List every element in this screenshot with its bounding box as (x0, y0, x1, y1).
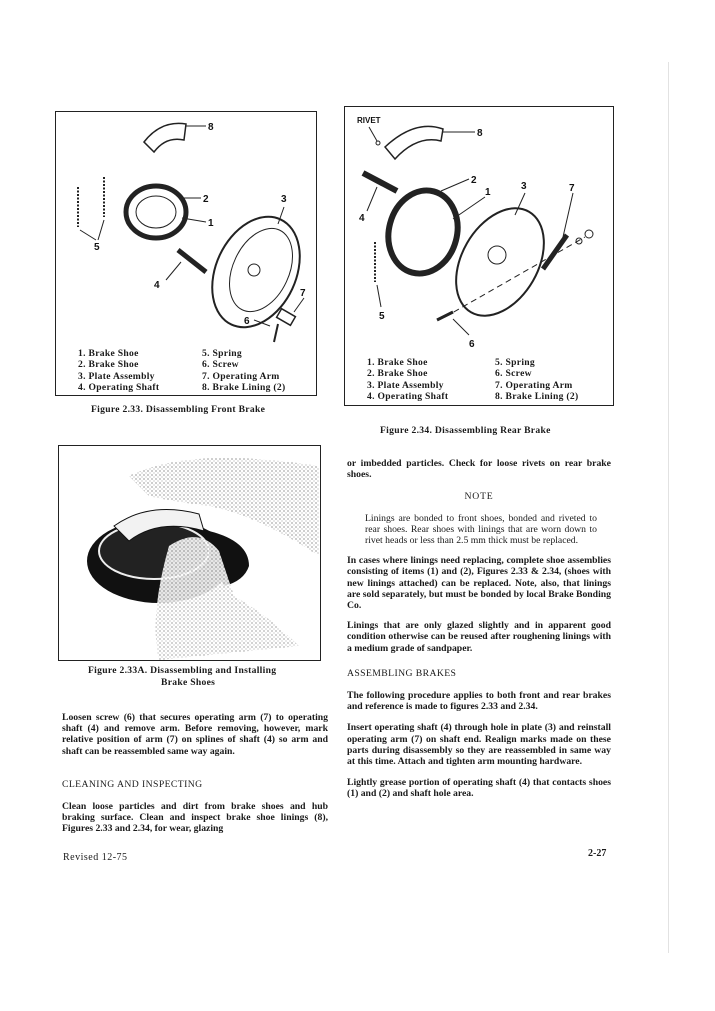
nut-drawing (585, 230, 593, 238)
legend-item: 7. Operating Arm (495, 379, 573, 391)
figure-2-33-caption: Figure 2.33. Disassembling Front Brake (91, 404, 266, 415)
note-title: NOTE (464, 491, 494, 503)
figure-2-33-front-brake (55, 111, 317, 396)
legend-item: 5. Spring (202, 348, 243, 359)
legend-item: 8. Brake Lining (2) (202, 382, 286, 394)
legend-item: 2. Brake Shoe (78, 359, 139, 371)
callout-1: 1 (485, 187, 491, 198)
brake-lining-drawing (385, 126, 443, 159)
paragraph-grease: Lightly grease portion of operating shaft (4) that contacts shoes (1) and (2) and shaft hole area. (347, 777, 611, 800)
left-column (62, 712, 328, 835)
callout-8: 8 (477, 128, 483, 139)
page-number: 2-27 (588, 848, 607, 859)
figure-2-34-rear-brake (344, 106, 614, 406)
legend-item: 4. Operating Shaft (367, 391, 449, 403)
legend-item: 3. Plate Assembly (367, 379, 444, 391)
operating-arm-drawing (277, 309, 296, 326)
callout-7: 7 (300, 288, 306, 299)
callout-2: 2 (203, 194, 209, 205)
figure-2-34-caption: Figure 2.34. Disassembling Rear Brake (380, 425, 551, 436)
legend-item: 7. Operating Arm (202, 370, 280, 382)
callout-6: 6 (244, 316, 250, 327)
page-edge-rule (668, 62, 669, 953)
callout-5: 5 (379, 311, 385, 322)
heading-assembling-brakes: ASSEMBLING BRAKES (347, 667, 457, 679)
paragraph-clean: Clean loose particles and dirt from brake shoes and hub braking surface. Clean and inspect brake shoe linings (8), Figures 2.33 and 2.34, for wear, glazing (62, 801, 328, 835)
paragraph-loosen: Loosen screw (6) that secures operating arm (7) to operating shaft (4) and remove arm. Before removing, however, mark relative position of arm (7) on splines of shaft (4) so arm and shaft can be reassembled same way again. (62, 712, 328, 757)
figure-2-33a-caption-line1: Figure 2.33A. Disassembling and Installing (88, 665, 277, 676)
legend-item: 6. Screw (495, 368, 532, 380)
paragraph-glazed: Linings that are only glazed slightly and in apparent good condition otherwise can be reused after roughening linings with a medium grade of sandpaper. (347, 620, 611, 654)
callout-4: 4 (154, 280, 160, 291)
operating-shaft-drawing (178, 250, 206, 272)
brake-shoe-drawing (126, 186, 186, 238)
legend-right (202, 348, 286, 394)
paragraph-continued: or imbedded particles. Check for loose rivets on rear brake shoes. (347, 458, 611, 481)
rivet-label: RIVET (357, 116, 381, 125)
paragraph-procedure: The following procedure applies to both front and rear brakes and reference is made to figures 2.33 and 2.34. (347, 690, 611, 713)
legend-item: 2. Brake Shoe (367, 368, 428, 380)
legend-left (78, 348, 159, 394)
callout-3: 3 (281, 194, 287, 205)
brake-shoe-installation-photo (59, 446, 320, 660)
callout-7: 7 (569, 183, 575, 194)
legend-item: 3. Plate Assembly (78, 370, 155, 382)
paragraph-insert: Insert operating shaft (4) through hole in plate (3) and reinstall operating arm (7) on shaft end. Realign marks made on these parts during disassembly so they are reassembled in same way at this time. Attach and tighten arm mounting hardware. (347, 722, 611, 768)
screw-drawing (437, 312, 453, 320)
legend-left (367, 357, 448, 403)
right-column (347, 458, 611, 800)
callout-8: 8 (208, 122, 214, 133)
legend-item: 1. Brake Shoe (367, 357, 428, 368)
figure-2-33a-caption-line2: Brake Shoes (161, 677, 216, 688)
legend-item: 8. Brake Lining (2) (495, 391, 579, 403)
rear-brake-exploded-diagram (345, 107, 613, 352)
callout-3: 3 (521, 181, 527, 192)
callout-4: 4 (359, 213, 365, 224)
legend-item: 5. Spring (495, 357, 536, 368)
brake-lining-drawing (144, 123, 186, 152)
operating-arm-drawing (543, 235, 567, 269)
legend-item: 4. Operating Shaft (78, 382, 160, 394)
callout-1: 1 (208, 218, 214, 229)
heading-cleaning-inspecting: CLEANING AND INSPECTING (62, 778, 203, 790)
callout-2: 2 (471, 175, 477, 186)
legend-right (495, 357, 579, 403)
note-body: Linings are bonded to front shoes, bonded and riveted to rear shoes. Rear shoes with linings that are worn down to rivet heads or less than 2.5 mm thick must be replaced. (365, 512, 597, 547)
callout-5: 5 (94, 242, 100, 253)
legend-item: 1. Brake Shoe (78, 348, 139, 359)
front-brake-exploded-diagram (56, 112, 316, 352)
revised-date: Revised 12-75 (63, 852, 128, 863)
figure-2-33a-photo (58, 445, 321, 661)
callout-6: 6 (469, 339, 475, 350)
rivet-drawing (376, 141, 380, 145)
brake-shoe-drawing (379, 183, 466, 282)
screw-drawing (274, 324, 278, 342)
legend-item: 6. Screw (202, 359, 239, 371)
operating-shaft-drawing (363, 173, 397, 191)
paragraph-replace: In cases where linings need replacing, complete shoe assemblies consisting of items (1) and (2), Figures 2.33 & 2.34, (shoes with new linings attached) can be replaced. Note, also, that linings are sold separately, but must be bonded by local Brake Bonding Co. (347, 555, 611, 612)
